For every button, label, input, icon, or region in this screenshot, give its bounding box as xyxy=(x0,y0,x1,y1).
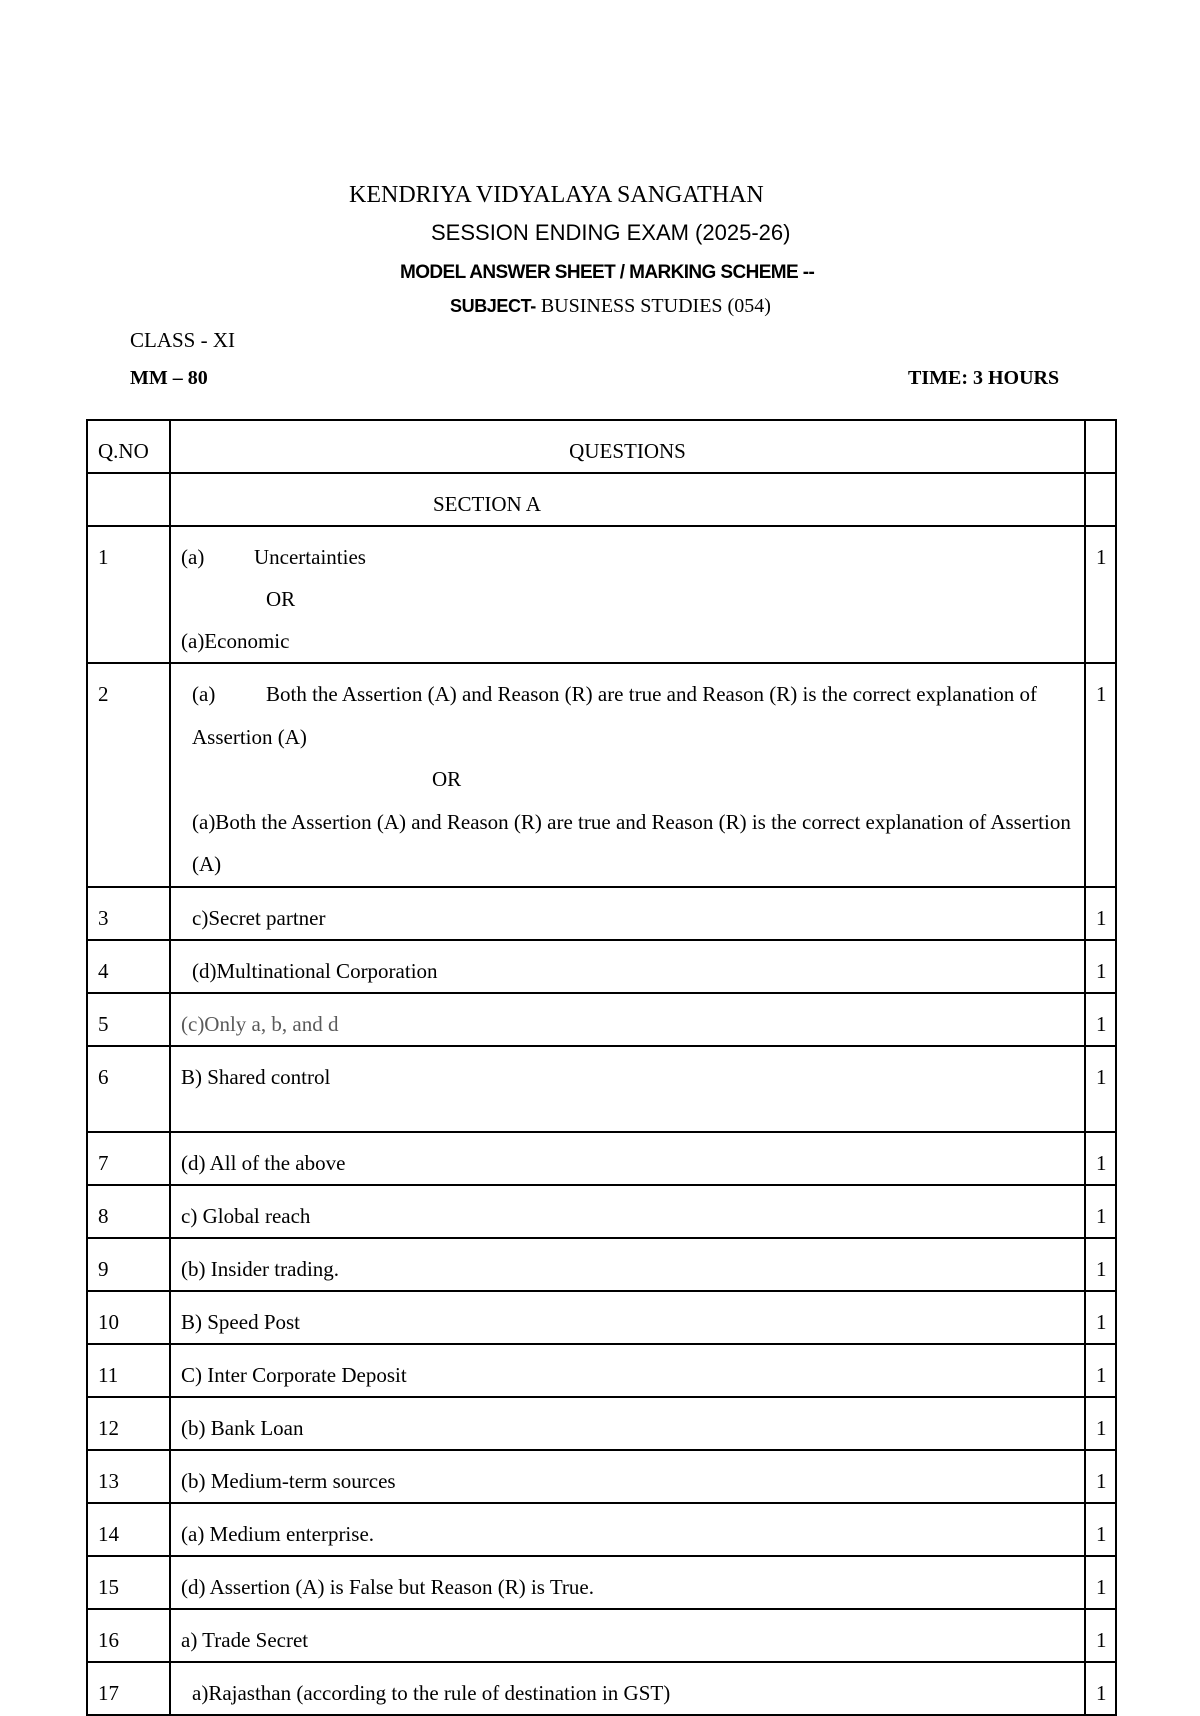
mark-value: 1 xyxy=(1085,1503,1116,1556)
table-row xyxy=(87,993,1116,1046)
mark-value: 1 xyxy=(1085,1556,1116,1609)
organization-title: KENDRIYA VIDYALAYA SANGATHAN xyxy=(349,182,764,208)
answer-text: B) Speed Post xyxy=(170,1291,1085,1344)
subject-label: SUBJECT- xyxy=(450,296,536,316)
section-marks-cell xyxy=(1085,473,1116,526)
mark-value: 1 xyxy=(1085,1662,1116,1715)
mark-value: 1 xyxy=(1085,1397,1116,1450)
question-number: 1 xyxy=(87,526,170,663)
question-number: 9 xyxy=(87,1238,170,1291)
question-number: 4 xyxy=(87,940,170,993)
table-row xyxy=(87,1609,1116,1662)
mark-value: 1 xyxy=(1085,993,1116,1046)
answer-text: (d)Multinational Corporation xyxy=(170,940,1085,993)
max-marks: MM – 80 xyxy=(130,367,208,389)
answer-text: c) Global reach xyxy=(170,1185,1085,1238)
answer-text: (d) Assertion (A) is False but Reason (R) is True. xyxy=(170,1556,1085,1609)
question-number: 17 xyxy=(87,1662,170,1715)
question-number: 7 xyxy=(87,1132,170,1185)
table-row xyxy=(87,1450,1116,1503)
table-row xyxy=(87,1503,1116,1556)
question-number: 15 xyxy=(87,1556,170,1609)
table-row xyxy=(87,1185,1116,1238)
mark-value: 1 xyxy=(1085,1185,1116,1238)
table-row xyxy=(87,1046,1116,1132)
table-row xyxy=(87,1556,1116,1609)
table-row xyxy=(87,1344,1116,1397)
question-number: 14 xyxy=(87,1503,170,1556)
table-row xyxy=(87,887,1116,940)
answer-table xyxy=(86,419,1117,1716)
question-number: 12 xyxy=(87,1397,170,1450)
class-label: CLASS - XI xyxy=(130,328,236,352)
question-number: 8 xyxy=(87,1185,170,1238)
table-header-row xyxy=(87,420,1116,473)
mark-value: 1 xyxy=(1085,1609,1116,1662)
table-row xyxy=(87,1397,1116,1450)
answer-option-prefix: (a) xyxy=(192,682,216,706)
table-row xyxy=(87,526,1116,663)
table-row xyxy=(87,1238,1116,1291)
mark-value: 1 xyxy=(1085,1238,1116,1291)
mark-value: 1 xyxy=(1085,1291,1116,1344)
question-number: 16 xyxy=(87,1609,170,1662)
section-row xyxy=(87,473,1116,526)
answer-text: (d) All of the above xyxy=(170,1132,1085,1185)
mark-value: 1 xyxy=(1085,1450,1116,1503)
table-row xyxy=(87,663,1116,887)
marks-header xyxy=(1085,420,1116,473)
answer-text: (a) Medium enterprise. xyxy=(170,1503,1085,1556)
answer-text: (c)Only a, b, and d xyxy=(170,993,1085,1046)
answer-text: (b) Medium-term sources xyxy=(170,1450,1085,1503)
qno-header: Q.NO xyxy=(87,420,170,473)
question-number: 6 xyxy=(87,1046,170,1132)
answer-text: Both the Assertion (A) and Reason (R) are true and Reason (R) is the correct explanation of Assertion (A) xyxy=(192,682,1037,749)
table-row xyxy=(87,1291,1116,1344)
question-number: 2 xyxy=(87,663,170,887)
answer-text: Uncertainties xyxy=(254,545,366,569)
table-row xyxy=(87,940,1116,993)
answer-text: a)Rajasthan (according to the rule of destination in GST) xyxy=(170,1662,1085,1715)
exam-session-title: SESSION ENDING EXAM (2025-26) xyxy=(431,220,791,245)
mark-value: 1 xyxy=(1085,887,1116,940)
answer-option-prefix: (a) xyxy=(181,545,205,569)
answer-alternative: (a)Economic xyxy=(181,629,290,653)
subject-line xyxy=(450,295,771,318)
table-row xyxy=(87,1132,1116,1185)
exam-time: TIME: 3 HOURS xyxy=(908,367,1060,389)
answer-cell xyxy=(170,526,1085,663)
questions-header: QUESTIONS xyxy=(170,420,1085,473)
mark-value: 1 xyxy=(1085,940,1116,993)
mark-value: 1 xyxy=(1085,526,1116,663)
or-label: OR xyxy=(432,767,462,791)
answer-cell xyxy=(170,663,1085,887)
mark-value: 1 xyxy=(1085,1344,1116,1397)
question-number: 3 xyxy=(87,887,170,940)
question-number: 5 xyxy=(87,993,170,1046)
or-label: OR xyxy=(266,587,296,611)
mark-value: 1 xyxy=(1085,663,1116,887)
answer-text: B) Shared control xyxy=(170,1046,1085,1132)
question-number: 10 xyxy=(87,1291,170,1344)
answer-alternative: (a)Both the Assertion (A) and Reason (R) are true and Reason (R) is the correct explanation of Assertion (A) xyxy=(192,809,1071,876)
question-number: 13 xyxy=(87,1450,170,1503)
answer-text: (b) Bank Loan xyxy=(170,1397,1085,1450)
answer-text: c)Secret partner xyxy=(170,887,1085,940)
section-qno-cell xyxy=(87,473,170,526)
answer-text: a) Trade Secret xyxy=(170,1609,1085,1662)
answer-text: (b) Insider trading. xyxy=(170,1238,1085,1291)
answer-text: C) Inter Corporate Deposit xyxy=(170,1344,1085,1397)
mark-value: 1 xyxy=(1085,1132,1116,1185)
subject-value: BUSINESS STUDIES (054) xyxy=(535,295,771,317)
mark-value: 1 xyxy=(1085,1046,1116,1132)
section-title: SECTION A xyxy=(170,473,1085,526)
question-number: 11 xyxy=(87,1344,170,1397)
table-row xyxy=(87,1662,1116,1715)
marking-scheme-title: MODEL ANSWER SHEET / MARKING SCHEME -- xyxy=(400,262,815,283)
